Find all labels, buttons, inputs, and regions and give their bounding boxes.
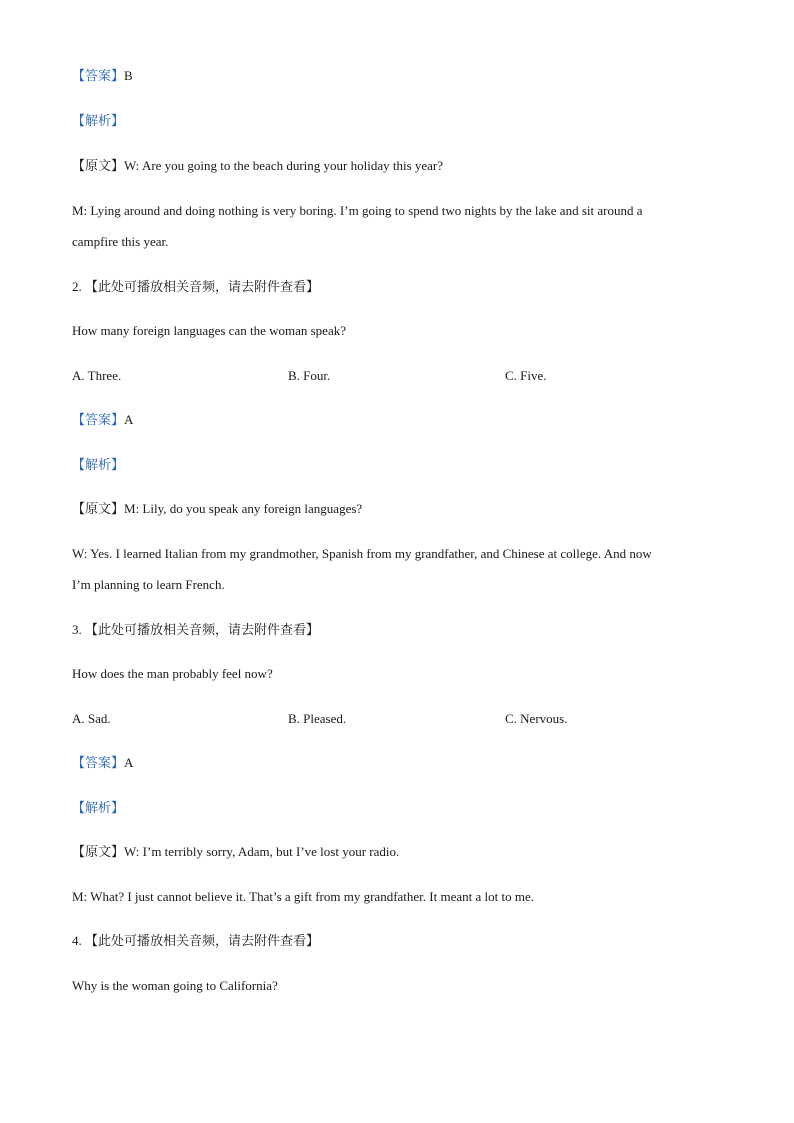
option-b-q3: B. Pleased. — [288, 711, 347, 726]
question-text-q4: Why is the woman going to California? — [72, 978, 278, 993]
transcript-text-q2-2a: W: Yes. I learned Italian from my grandmother, Spanish from my grandfather, and Chinese at college. And now — [72, 546, 652, 561]
transcript-tag: 【原文】 — [72, 158, 125, 173]
option-a-q3: A. Sad. — [72, 711, 111, 726]
transcript-tag: 【原文】 — [72, 501, 125, 516]
option-b-q2: B. Four. — [288, 368, 331, 383]
analysis-tag-q2: 【解析】 — [72, 457, 125, 472]
transcript-text-q1-2b: campfire this year. — [72, 234, 169, 249]
transcript-text-q1-2a: M: Lying around and doing nothing is very boring. I’m going to spend two nights by the lake and sit around a — [72, 203, 643, 218]
transcript-line-q3 — [72, 843, 399, 861]
audio-note: 【此处可播放相关音频，请去附件查看】 — [85, 622, 320, 637]
option-a-q2: A. Three. — [72, 368, 122, 383]
question-header-q2 — [72, 278, 319, 296]
answer-value: A — [124, 412, 134, 427]
transcript-text-q3-2: M: What? I just cannot believe it. That’s a gift from my grandfather. It meant a lot to me. — [72, 889, 534, 904]
audio-note: 【此处可播放相关音频，请去附件查看】 — [85, 279, 320, 294]
answer-line-q2 — [72, 411, 133, 429]
answer-tag: 【答案】 — [72, 755, 125, 770]
question-number: 2. — [72, 279, 82, 294]
question-number: 4. — [72, 933, 82, 948]
transcript-text: W: I’m terribly sorry, Adam, but I’ve lost your radio. — [124, 844, 400, 859]
transcript-line-q1 — [72, 157, 443, 175]
answer-tag: 【答案】 — [72, 412, 125, 427]
audio-note: 【此处可播放相关音频，请去附件查看】 — [85, 933, 320, 948]
analysis-tag-q3: 【解析】 — [72, 800, 125, 815]
question-number: 3. — [72, 622, 82, 637]
transcript-text: M: Lily, do you speak any foreign languages? — [124, 501, 363, 516]
answer-line-q3 — [72, 754, 133, 772]
question-header-q4 — [72, 932, 319, 950]
answer-value: A — [124, 755, 134, 770]
transcript-tag: 【原文】 — [72, 844, 125, 859]
answer-tag: 【答案】 — [72, 68, 125, 83]
question-text-q3: How does the man probably feel now? — [72, 666, 273, 681]
option-c-q3: C. Nervous. — [505, 711, 568, 726]
analysis-tag-q1: 【解析】 — [72, 113, 125, 128]
transcript-line-q2 — [72, 500, 362, 518]
transcript-text-q2-2b: I’m planning to learn French. — [72, 577, 225, 592]
question-header-q3 — [72, 621, 319, 639]
transcript-text: W: Are you going to the beach during your holiday this year? — [124, 158, 444, 173]
option-c-q2: C. Five. — [505, 368, 547, 383]
answer-value: B — [124, 68, 133, 83]
question-text-q2: How many foreign languages can the woman speak? — [72, 323, 346, 338]
answer-line-q1 — [72, 67, 133, 85]
